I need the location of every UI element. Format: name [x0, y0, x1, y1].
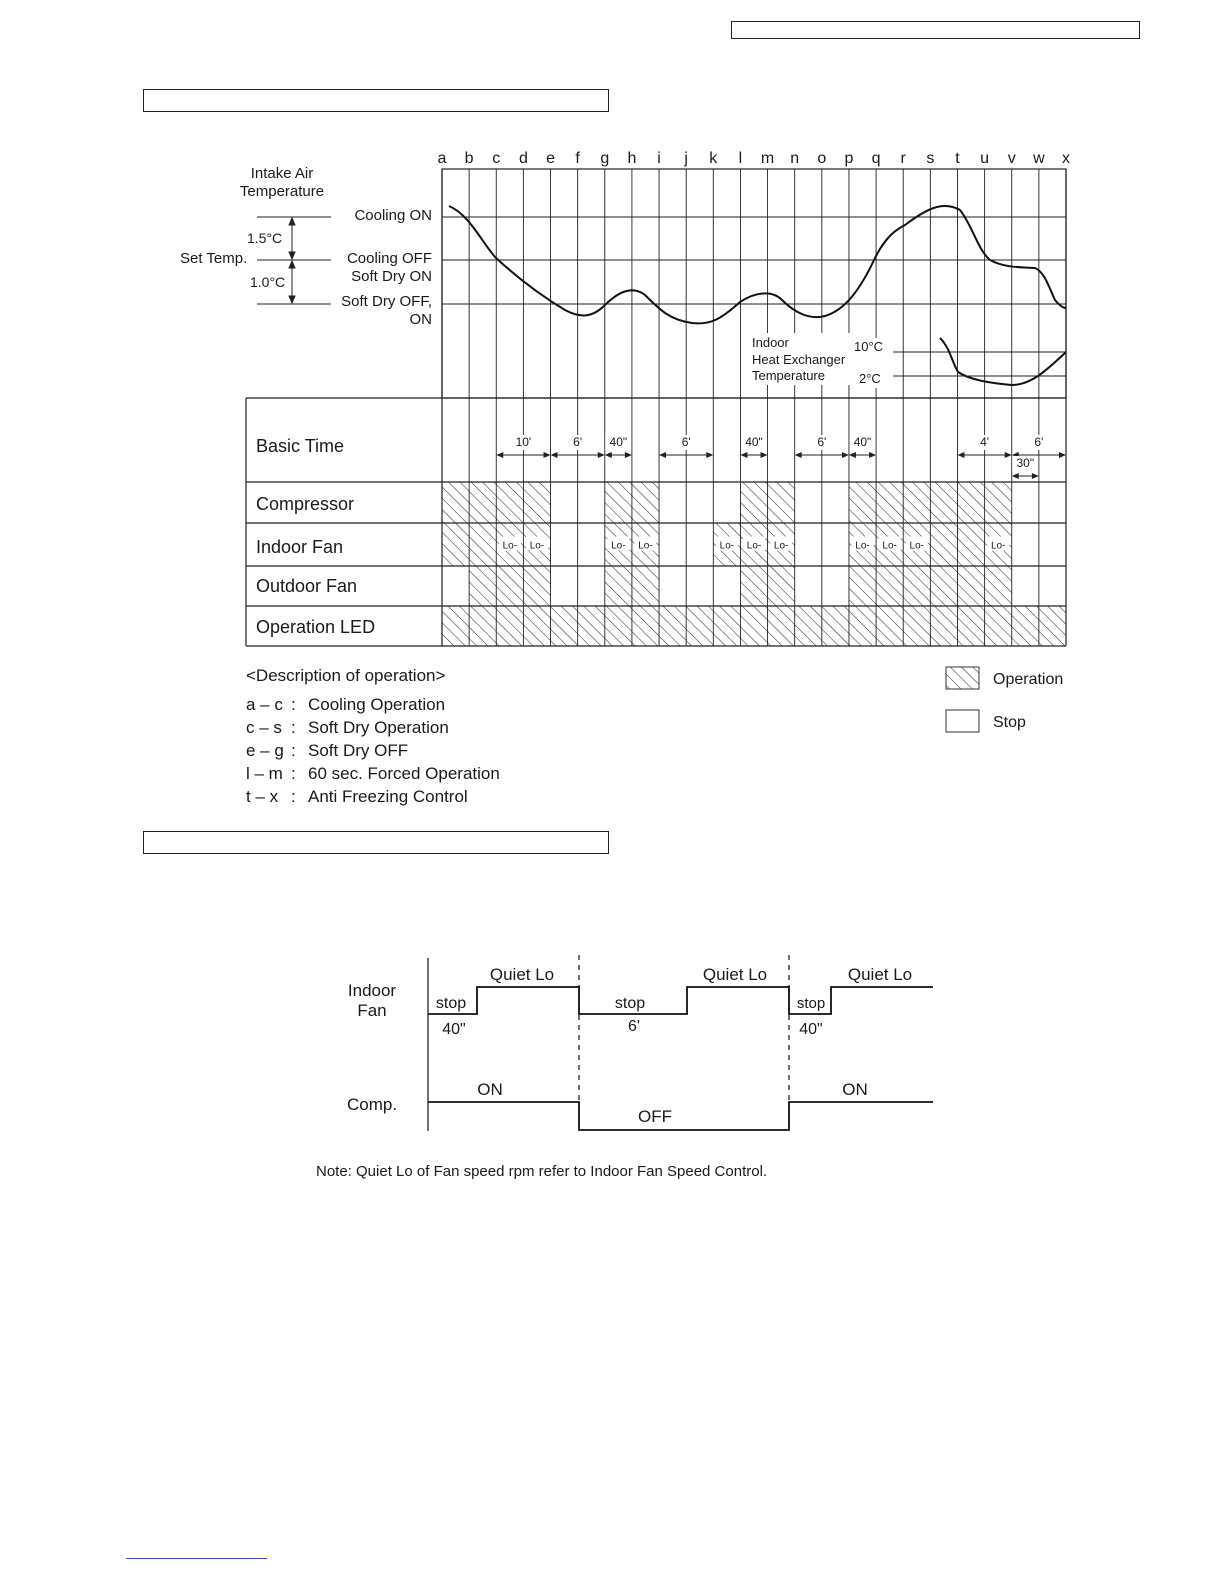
fan-comp-chart: [316, 955, 933, 1180]
description-sep: :: [291, 695, 296, 714]
time-span-30s-arrowhead: [1032, 473, 1039, 479]
timeline-letter: c: [492, 150, 501, 167]
compressor-cell: [930, 482, 957, 523]
time-span-label: 40": [609, 435, 628, 449]
timeline-letter: e: [546, 150, 555, 167]
indoor-fan-label-1: Indoor: [347, 981, 397, 1000]
lo-label: Lo-: [855, 540, 870, 552]
soft-dry-on-label: Soft Dry ON: [351, 268, 432, 285]
time-span-30s-label: 30": [1016, 456, 1035, 470]
timeline-letter: m: [760, 150, 775, 167]
stop-label-3: stop: [796, 995, 826, 1012]
lo-label: Lo-: [719, 540, 735, 552]
legend-operation-label: Operation: [993, 671, 1064, 688]
operation-led-cell: [985, 606, 1012, 646]
time-span-label: 4': [980, 435, 990, 449]
compressor-cell: [876, 482, 903, 523]
legend-stop-label: Stop: [993, 714, 1026, 731]
timeline-letter: n: [790, 150, 800, 167]
operation-led-cell: [822, 606, 849, 646]
timeline-letter: b: [464, 150, 474, 167]
operation-led-cell: [795, 606, 822, 646]
timing-chart: [180, 150, 1070, 646]
lo-label: Lo-: [502, 540, 518, 552]
operation-led-cell: [713, 606, 740, 646]
cooling-off-label: Cooling OFF: [346, 250, 432, 267]
compressor-cell: [740, 482, 767, 523]
outdoor-fan-cell: [523, 566, 550, 606]
timeline-letter: q: [871, 150, 881, 167]
time-6m-label: 6': [628, 1018, 640, 1035]
operation-led-cell: [469, 606, 496, 646]
compressor-cell: [523, 482, 550, 523]
time-40s-label-2: 40": [799, 1021, 823, 1038]
lo-label: Lo-: [990, 540, 1006, 552]
comp-label: Comp.: [347, 1095, 398, 1114]
outdoor-fan-cell: [957, 566, 984, 606]
operation-led-cell: [442, 606, 469, 646]
quiet-lo-label-2: Quiet Lo: [702, 965, 768, 984]
description-text: Anti Freezing Control: [308, 787, 468, 806]
stop-label-2: stop: [614, 995, 646, 1012]
compressor-cell: [632, 482, 659, 523]
compressor-cell: [985, 482, 1012, 523]
timeline-letter: t: [955, 150, 960, 167]
timeline-letter: v: [1007, 150, 1016, 167]
timeline-letter: d: [518, 150, 528, 167]
operation-led-cell: [551, 606, 578, 646]
row-label-compressor: Compressor: [256, 494, 355, 514]
time-span-arrowhead: [659, 452, 666, 458]
operation-led-cell: [957, 606, 984, 646]
operation-led-cell: [740, 606, 767, 646]
outdoor-fan-cell: [985, 566, 1012, 606]
timeline-letter: a: [437, 150, 447, 167]
time-span-label: 40": [853, 435, 872, 449]
time-span-arrowhead: [1059, 452, 1066, 458]
operation-led-cell: [903, 606, 930, 646]
timeline-letter: r: [900, 150, 906, 167]
compressor-cell: [442, 482, 469, 523]
on-label: ON: [409, 311, 432, 328]
row-label-outdoor-fan: Outdoor Fan: [256, 576, 358, 596]
outdoor-fan-cell: [469, 566, 496, 606]
outdoor-fan-cell: [605, 566, 632, 606]
lo-label: Lo-: [746, 540, 762, 552]
time-span-30s-arrowhead: [1012, 473, 1019, 479]
outdoor-fan-cell: [930, 566, 957, 606]
operation-led-cell: [659, 606, 686, 646]
fan-speed-note: Note: Quiet Lo of Fan speed rpm refer to Indoor Fan Speed Control.: [316, 1163, 768, 1180]
operation-led-cell: [1039, 606, 1066, 646]
description-range: c – s: [246, 718, 282, 737]
delta-upper-label: 1.5°C: [247, 230, 283, 246]
outdoor-fan-cell: [632, 566, 659, 606]
hx-2c-label: 2°C: [859, 371, 881, 386]
outdoor-fan-cell: [876, 566, 903, 606]
description-sep: :: [291, 787, 296, 806]
comp-waveform: [428, 1102, 933, 1130]
timeline-letter: p: [844, 150, 854, 167]
lo-label: Lo-: [529, 540, 545, 552]
timeline-letter: u: [980, 150, 990, 167]
timeline-letter: j: [684, 150, 688, 167]
soft-dry-off-label: Soft Dry OFF,: [341, 293, 432, 310]
time-span-arrowhead: [496, 452, 503, 458]
time-span-arrowhead: [1005, 452, 1012, 458]
compressor-cell: [605, 482, 632, 523]
quiet-lo-label-3: Quiet Lo: [847, 965, 913, 984]
delta-lower-label: 1.0°C: [250, 274, 286, 290]
timeline-letter: k: [709, 150, 718, 167]
intake-temperature-curve: [449, 206, 1066, 323]
row-label-indoor-fan: Indoor Fan: [256, 537, 344, 557]
time-40s-label-1: 40": [442, 1021, 466, 1038]
legend-stop-swatch: [946, 710, 979, 732]
intake-label-1: Intake Air: [250, 165, 314, 182]
operation-led-cell: [578, 606, 605, 646]
timeline-letter: o: [817, 150, 827, 167]
operation-led-cell: [849, 606, 876, 646]
time-span-label: 40": [745, 435, 763, 449]
description-list: [246, 695, 500, 806]
lo-label: Lo-: [882, 540, 897, 552]
hx-label-3: Temperature: [752, 368, 825, 383]
set-temp-label: Set Temp.: [180, 250, 248, 267]
time-span-arrowhead: [761, 452, 768, 458]
operation-led-cell: [1012, 606, 1039, 646]
indoor-fan-cell: [957, 523, 984, 566]
timeline-letter: f: [575, 150, 580, 167]
hx-label-2: Heat Exchanger: [752, 352, 846, 367]
timeline-letter: w: [1033, 150, 1045, 167]
description-range: e – g: [246, 741, 284, 760]
time-span-arrowhead: [544, 452, 551, 458]
indoor-fan-cell: [469, 523, 496, 566]
timeline-letter: s: [926, 150, 935, 167]
comp-off-label: OFF: [638, 1107, 672, 1126]
operation-led-cell: [605, 606, 632, 646]
time-span-arrowhead: [869, 452, 876, 458]
lo-label: Lo-: [638, 540, 653, 552]
time-span-label: 6': [817, 435, 827, 449]
time-span-arrowhead: [842, 452, 849, 458]
legend-operation-swatch: [946, 667, 979, 689]
description-text: Soft Dry Operation: [308, 718, 449, 737]
description-title: <Description of operation>: [246, 666, 446, 685]
row-label-operation-led: Operation LED: [256, 617, 376, 637]
time-span-arrowhead: [740, 452, 747, 458]
indoor-fan-label-2: Fan: [357, 1001, 387, 1020]
time-span-arrowhead: [598, 452, 605, 458]
heat-exchanger-curve: [940, 338, 1066, 385]
lo-label: Lo-: [611, 540, 626, 552]
compressor-cell: [849, 482, 876, 523]
description-range: t – x: [246, 787, 279, 806]
indoor-fan-cell: [442, 523, 469, 566]
time-span-arrowhead: [849, 452, 856, 458]
timeline-letter: g: [600, 150, 610, 167]
time-span-arrowhead: [605, 452, 612, 458]
description-sep: :: [291, 741, 296, 760]
timeline-letter: x: [1062, 150, 1070, 167]
time-span-arrowhead: [625, 452, 632, 458]
time-span-arrowhead: [795, 452, 802, 458]
time-span-label: 6': [681, 435, 691, 449]
description-sep: :: [291, 764, 296, 783]
outdoor-fan-cell: [849, 566, 876, 606]
compressor-cell: [496, 482, 523, 523]
operation-led-cell: [686, 606, 713, 646]
compressor-cell: [903, 482, 930, 523]
operation-led-cell: [876, 606, 903, 646]
description-sep: :: [291, 718, 296, 737]
comp-on-label-1: ON: [477, 1080, 503, 1099]
quiet-lo-label-1: Quiet Lo: [489, 965, 555, 984]
operation-led-cell: [496, 606, 523, 646]
indoor-fan-waveform: [428, 987, 933, 1014]
comp-on-label-2: ON: [842, 1080, 868, 1099]
timeline-letter: i: [657, 150, 661, 167]
time-span-arrowhead: [551, 452, 558, 458]
compressor-cell: [768, 482, 795, 523]
indoor-fan-cell: [930, 523, 957, 566]
operation-led-cell: [523, 606, 550, 646]
compressor-cell: [469, 482, 496, 523]
time-span-label: 10': [515, 435, 532, 449]
stop-label-1: stop: [435, 995, 467, 1012]
outdoor-fan-cell: [740, 566, 767, 606]
time-span-arrowhead: [706, 452, 713, 458]
description-range: l – m: [246, 764, 283, 783]
timeline-letter: h: [627, 150, 637, 167]
description-text: Soft Dry OFF: [308, 741, 409, 760]
row-label-basic-time: Basic Time: [256, 436, 345, 456]
compressor-cell: [957, 482, 984, 523]
outdoor-fan-cell: [768, 566, 795, 606]
time-span-label: 6': [573, 435, 583, 449]
timeline-letter: l: [738, 150, 743, 167]
lo-label: Lo-: [909, 540, 925, 552]
operation-led-cell: [930, 606, 957, 646]
description-text: Cooling Operation: [308, 695, 446, 714]
operation-led-cell: [632, 606, 659, 646]
hx-label-1: Indoor: [752, 335, 789, 350]
time-span-label: 6': [1034, 435, 1044, 449]
description-text: 60 sec. Forced Operation: [308, 764, 500, 783]
description-range: a – c: [246, 695, 283, 714]
cooling-on-label: Cooling ON: [354, 207, 432, 224]
outdoor-fan-cell: [903, 566, 930, 606]
lo-label: Lo-: [773, 540, 789, 552]
hx-10c-label: 10°C: [854, 339, 884, 354]
intake-label-2: Temperature: [239, 183, 325, 200]
outdoor-fan-cell: [496, 566, 523, 606]
time-span-arrowhead: [957, 452, 964, 458]
operation-led-cell: [768, 606, 795, 646]
